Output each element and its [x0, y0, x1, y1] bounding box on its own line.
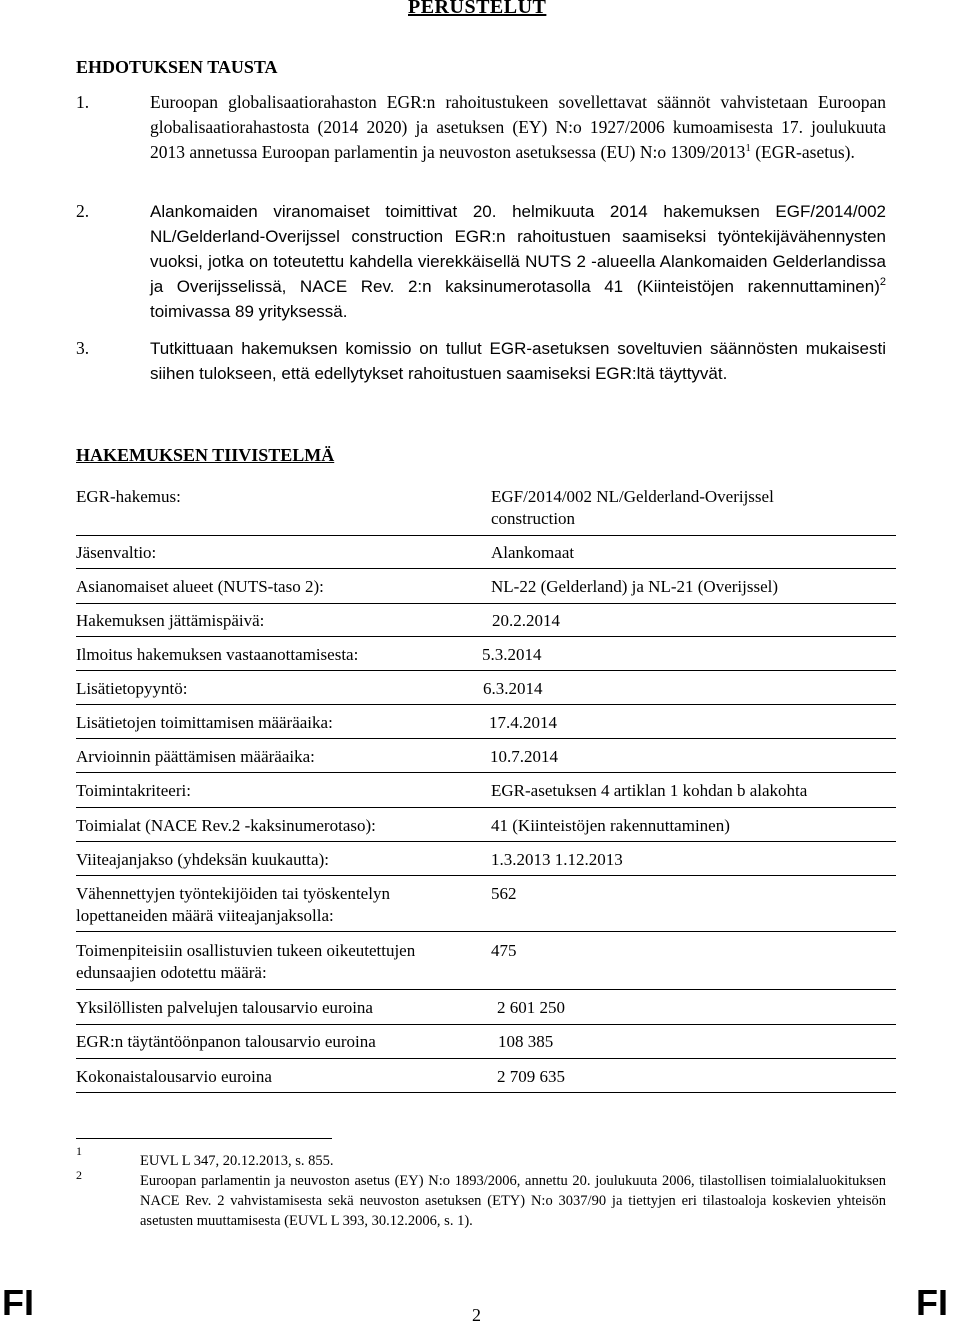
- paragraph-3: [150, 336, 886, 386]
- paragraph-text-end: toimivassa 89 yrityksessä.: [150, 302, 348, 321]
- row-value: 108 385: [498, 1032, 554, 1051]
- footnote-separator: [76, 1138, 332, 1139]
- row-label: Toimenpiteisiin osallistuvien tukeen oikeutettujen edunsaajien odotettu määrä:: [76, 941, 416, 982]
- page-number: 2: [472, 1305, 481, 1325]
- table-row: [76, 780, 896, 808]
- table-row: [76, 610, 896, 637]
- table-row: [76, 678, 896, 705]
- table-row: [76, 712, 896, 739]
- paragraph-number: 1.: [76, 92, 90, 112]
- row-label: Toimintakriteeri:: [76, 781, 191, 800]
- row-value: 10.7.2014: [490, 747, 558, 766]
- row-value: Alankomaat: [491, 543, 575, 562]
- paragraph-text: Euroopan globalisaatiorahaston EGR:n rahoitustukeen sovellettavat säännöt vahvistetaan Euroopan globalisaatiorahastosta (2014 2020) ja asetuksen (EY) N:o 1927/2006 kumoamisesta 17. joulukuuta 2013 annetussa Euroopan parlamentin ja neuvoston asetuksessa (EU) N:o 1309/2013: [150, 92, 886, 162]
- row-label: Lisätietopyyntö:: [76, 679, 188, 698]
- table-row: [76, 746, 896, 773]
- row-value: 41 (Kiinteistöjen rakennuttaminen): [491, 816, 730, 835]
- paragraph-number: 3.: [76, 338, 90, 358]
- document-title: PERUSTELUT: [408, 0, 547, 18]
- table-row: [76, 1066, 896, 1093]
- table-row: [76, 883, 896, 932]
- table-row: [76, 815, 896, 842]
- row-value: 1.3.2013 1.12.2013: [491, 850, 623, 869]
- row-value: 17.4.2014: [489, 713, 557, 732]
- table-row: [76, 542, 896, 569]
- paragraph-text-end: (EGR-asetus).: [750, 142, 855, 162]
- paragraph-2: [150, 199, 886, 324]
- row-value: 562: [491, 884, 517, 903]
- footnote-ref[interactable]: 1: [745, 142, 751, 154]
- row-label: Lisätietojen toimittamisen määräaika:: [76, 713, 333, 732]
- row-value: 5.3.2014: [482, 645, 542, 664]
- row-label: Hakemuksen jättämispäivä:: [76, 611, 265, 630]
- footnote-number: 2: [76, 1168, 82, 1182]
- row-label: EGR:n täytäntöönpanon talousarvio euroina: [76, 1032, 376, 1051]
- language-code-right: FI: [916, 1282, 948, 1323]
- row-value: EGF/2014/002 NL/Gelderland-Overijssel construction: [491, 487, 774, 528]
- footnote-text: EUVL L 347, 20.12.2013, s. 855.: [140, 1153, 334, 1169]
- paragraph-1: [150, 90, 886, 165]
- row-value: 20.2.2014: [492, 611, 560, 630]
- row-label: Ilmoitus hakemuksen vastaanottamisesta:: [76, 645, 359, 664]
- footnote-number: 1: [76, 1144, 82, 1158]
- footnote-text: Euroopan parlamentin ja neuvoston asetus (EY) N:o 1893/2006, annettu 20. joulukuuta 2006, tilastollisen toimialaluokituksen NACE Rev. 2 vahvistamisesta sekä neuvoston asetuksen (ETY) N:o 3037/90 ja tiettyjen eri tilastoaloja koskevien yhteisön asetusten muuttamisesta (EUVL L 393, 30.12.2006, s. 1).: [140, 1173, 886, 1229]
- row-label: Arvioinnin päättämisen määräaika:: [76, 747, 315, 766]
- table-row: [76, 486, 896, 536]
- table-row: [76, 940, 896, 990]
- row-label: EGR-hakemus:: [76, 487, 181, 506]
- row-value: NL-22 (Gelderland) ja NL-21 (Overijssel): [491, 577, 779, 596]
- row-label: Yksilöllisten palvelujen talousarvio euroina: [76, 998, 373, 1017]
- section-heading-summary: HAKEMUKSEN TIIVISTELMÄ: [76, 445, 335, 465]
- row-value: EGR-asetuksen 4 artiklan 1 kohdan b alakohta: [491, 781, 808, 800]
- table-row: [76, 997, 896, 1025]
- table-row: [76, 576, 896, 604]
- language-code-left: FI: [2, 1282, 34, 1323]
- row-label: Asianomaiset alueet (NUTS-taso 2):: [76, 577, 324, 596]
- paragraph-number: 2.: [76, 201, 90, 221]
- row-label: Kokonaistalousarvio euroina: [76, 1067, 272, 1086]
- footnote-ref[interactable]: 2: [879, 276, 886, 288]
- row-value: 2 709 635: [497, 1067, 565, 1086]
- row-label: Jäsenvaltio:: [76, 543, 157, 562]
- row-value: 475: [491, 941, 517, 960]
- table-row: [76, 1031, 896, 1059]
- table-row: [76, 644, 896, 671]
- row-value: 2 601 250: [497, 998, 565, 1017]
- section-heading-background: EHDOTUKSEN TAUSTA: [76, 57, 278, 77]
- row-value: 6.3.2014: [483, 679, 543, 698]
- row-label: Viiteajanjakso (yhdeksän kuukautta):: [76, 850, 329, 869]
- paragraph-text: Alankomaiden viranomaiset toimittivat 20. helmikuuta 2014 hakemuksen EGF/2014/002 NL/Gelderland-Overijssel construction EGR:n rahoitustuen saamiseksi työntekijävähennysten vuoksi, jotka on toteutettu kahdella vierekkäisellä NUTS 2 -alueella Alankomaiden Gelderlandissa ja Overijsselissä, NACE Rev. 2:n kaksinumerotasolla 41 (Kiinteistöjen rakennuttaminen): [150, 202, 886, 296]
- paragraph-text: Tutkittuaan hakemuksen komissio on tullut EGR-asetuksen soveltuvien säännösten mukaisesti siihen tulokseen, että edellytykset rahoitustuen saamiseksi EGR:ltä täyttyvät.: [150, 339, 886, 383]
- row-label: Vähennettyjen työntekijöiden tai työskentelyn lopettaneiden määrä viiteajanjaksolla:: [76, 884, 390, 925]
- row-label: Toimialat (NACE Rev.2 -kaksinumerotaso):: [76, 816, 376, 835]
- table-row: [76, 849, 896, 876]
